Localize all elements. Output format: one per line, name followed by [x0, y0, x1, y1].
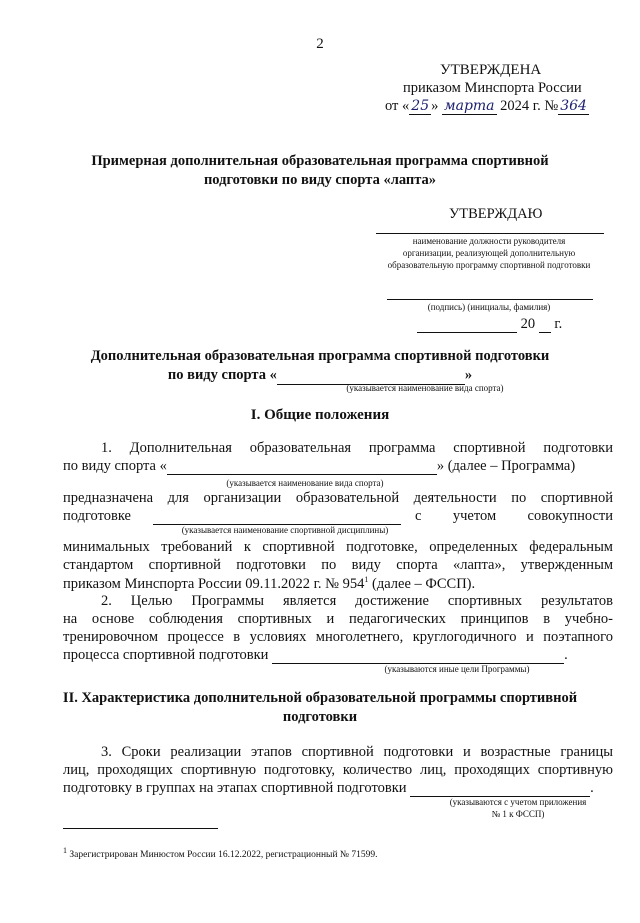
- approval-from-prefix: от «: [385, 98, 410, 114]
- p1-line6: стандартом спортивной подготовки по виду спорта «лапта», утвержденным: [63, 557, 613, 573]
- approve-label: УТВЕРЖДАЮ: [449, 206, 543, 222]
- date-suffix: г.: [554, 316, 563, 332]
- p2-line3: тренировочном процессе в условиях многолетнего, круглогодичного и поэтапного: [63, 629, 613, 645]
- footnote: [63, 846, 377, 860]
- footnote-marker: 1: [63, 846, 67, 855]
- approval-year: 2024 г. №: [500, 98, 559, 114]
- handwritten-day: 25: [411, 98, 430, 114]
- program-title-line2: по виду спорта « »: [167, 367, 473, 383]
- program-title: [0, 347, 640, 385]
- approval-quote-close: »: [431, 98, 439, 114]
- p2-line2: на основе соблюдения спортивных и педагогических принципов в учебно-: [63, 611, 613, 627]
- p2-line1: 2. Целью Программы является достижение спортивных результатов: [101, 593, 613, 609]
- document-title-line2: подготовки по виду спорта «лапта»: [203, 172, 437, 188]
- p3-line3: подготовку в группах на этапах спортивной подготовки .: [63, 780, 594, 796]
- p1-line2: по виду спорта « » (далее – Программа): [63, 458, 576, 474]
- handwritten-month: марта: [443, 98, 495, 114]
- stages-blank-line: [410, 782, 590, 797]
- approval-title: УТВЕРЖДЕНА: [440, 62, 542, 78]
- signature-caption: (подпись) (инициалы, фамилия): [427, 302, 551, 312]
- p1-caption-discipline: (указывается наименование спортивной дисциплины): [181, 525, 389, 535]
- p1-line1: 1. Дополнительная образовательная программа спортивной подготовки: [101, 440, 613, 456]
- p2-caption-goals: (указываются иные цели Программы): [384, 664, 530, 674]
- section-2-heading-line2: подготовки: [282, 709, 358, 725]
- section-2-heading: [0, 689, 640, 727]
- signature-blank-line: [387, 299, 593, 300]
- discipline-blank-line: [153, 510, 401, 525]
- p1-caption-sport: (указывается наименование вида спорта): [226, 478, 384, 488]
- p1-line7: приказом Минспорта России 09.11.2022 г. № $954^1$ (далее – ФССП).: [63, 575, 476, 592]
- p2-line4: процесса спортивной подготовки .: [63, 647, 568, 663]
- section-1-heading: I. Общие положения: [250, 407, 390, 423]
- sport-caption: (указывается наименование вида спорта): [346, 383, 504, 393]
- document-title-line1: Примерная дополнительная образовательная программа спортивной: [91, 153, 549, 169]
- page-number: 2: [316, 36, 324, 52]
- approve-date: [417, 316, 562, 333]
- p3-caption: (указываются с учетом приложения № 1 к ФССП): [449, 797, 587, 819]
- p1-line4: подготовке с учетом совокупности: [63, 508, 613, 524]
- p3-line2: лиц, проходящих спортивную подготовку, количество лиц, проходящих спортивную: [63, 762, 613, 778]
- footnote-separator: [63, 828, 218, 829]
- approval-date-line: [385, 98, 589, 115]
- sport-blank-line-2: [167, 460, 437, 475]
- date-blank-line: [417, 318, 517, 333]
- p1-line3: предназначена для организации образовательной деятельности по спортивной: [63, 490, 613, 506]
- approval-order-line: приказом Минспорта России: [403, 80, 582, 96]
- position-blank-line: [376, 233, 604, 234]
- program-title-line1: Дополнительная образовательная программа спортивной подготовки: [90, 348, 550, 364]
- document-title: [0, 152, 640, 190]
- handwritten-number: 364: [560, 98, 587, 114]
- p1-line5: минимальных требований к спортивной подготовке, определенных федеральным: [63, 539, 613, 555]
- date-year: 20: [520, 316, 536, 332]
- goals-blank-line: [272, 649, 564, 664]
- section-2-heading-line1: II. Характеристика дополнительной образовательной программы спортивной: [62, 690, 578, 706]
- footnote-text: Зарегистрирован Минюстом России 16.12.2022, регистрационный № 71599.: [67, 850, 378, 861]
- position-caption: наименование должности руководителя организации, реализующей дополнительную образовательную программу спортивной подготовки: [387, 236, 591, 270]
- p3-line1: 3. Сроки реализации этапов спортивной подготовки и возрастные границы: [101, 744, 613, 760]
- footnote-ref: 1: [364, 575, 369, 584]
